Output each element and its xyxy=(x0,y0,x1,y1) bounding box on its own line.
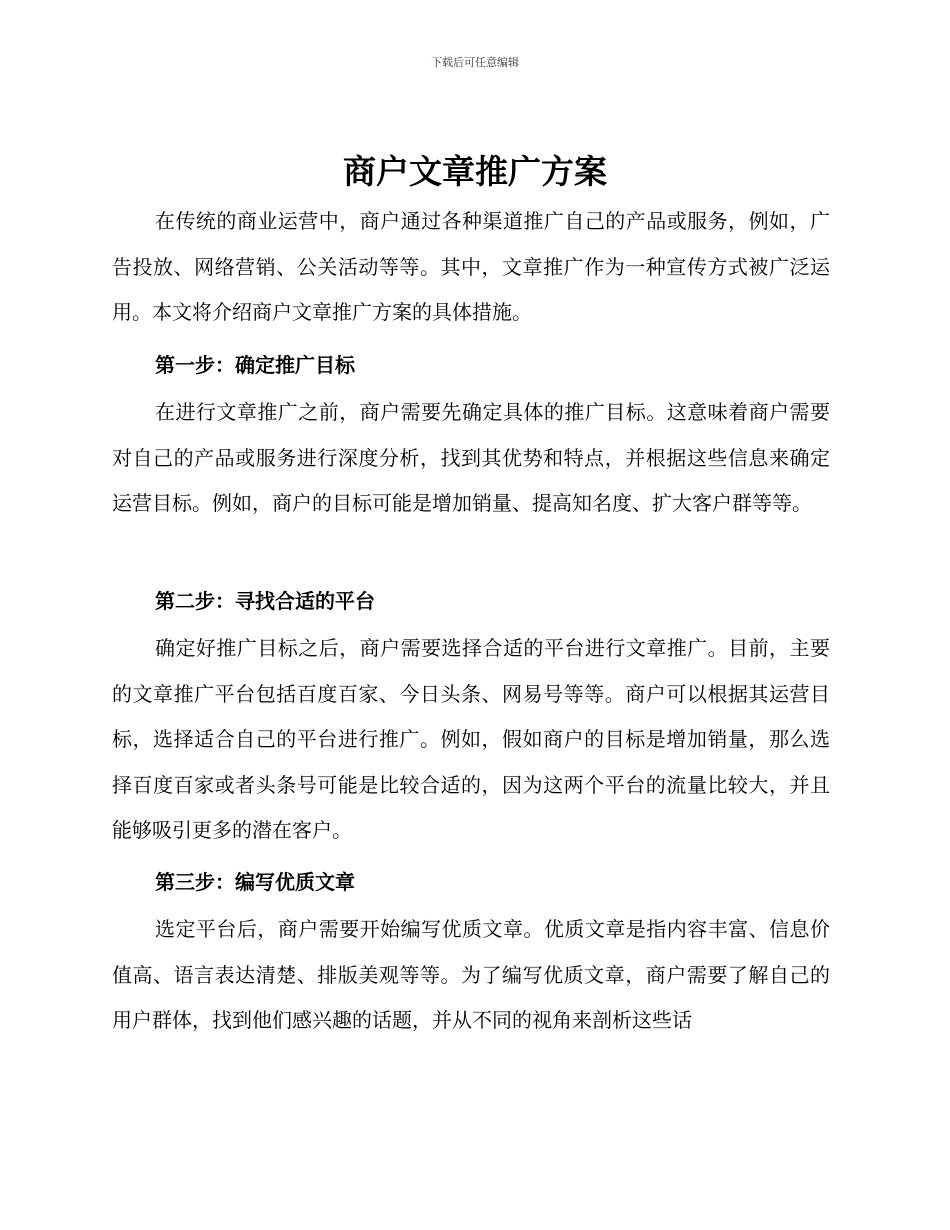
page-header: 下载后可任意编辑 xyxy=(431,56,519,69)
step-2-heading: 第二步：寻找合适的平台 xyxy=(155,589,375,613)
step-3-heading: 第三步：编写优质文章 xyxy=(155,870,355,894)
document-body xyxy=(112,199,830,1044)
step-2-paragraph: 确定好推广目标之后，商户需要选择合适的平台进行文章推广。目前，主要的文章推广平台包括百度百家、今日头条、网易号等等。商户可以根据其运营目标，选择适合自己的平台进行推广。例如，假如商户的目标是增加销量，那么选择百度百家或者头条号可能是比较合适的，因为这两个平台的流量比较大，并且能够吸引更多的潜在客户。 xyxy=(112,636,830,842)
step-1-paragraph: 在进行文章推广之前，商户需要先确定具体的推广目标。这意味着商户需要对自己的产品或服务进行深度分析，找到其优势和特点，并根据这些信息来确定运营目标。例如，商户的目标可能是增加销量、提高知名度、扩大客户群等等。 xyxy=(112,400,830,515)
step-1-heading: 第一步：确定推广目标 xyxy=(155,353,355,377)
step-3-paragraph: 选定平台后，商户需要开始编写优质文章。优质文章是指内容丰富、信息价值高、语言表达清楚、排版美观等等。为了编写优质文章，商户需要了解自己的用户群体，找到他们感兴趣的话题，并从不同的视角来剖析这些话 xyxy=(112,917,830,1032)
document-title: 商户文章推广方案 xyxy=(343,152,607,191)
intro-paragraph: 在传统的商业运营中，商户通过各种渠道推广自己的产品或服务，例如，广告投放、网络营销、公关活动等等。其中，文章推广作为一种宣传方式被广泛运用。本文将介绍商户文章推广方案的具体措施。 xyxy=(112,209,830,324)
